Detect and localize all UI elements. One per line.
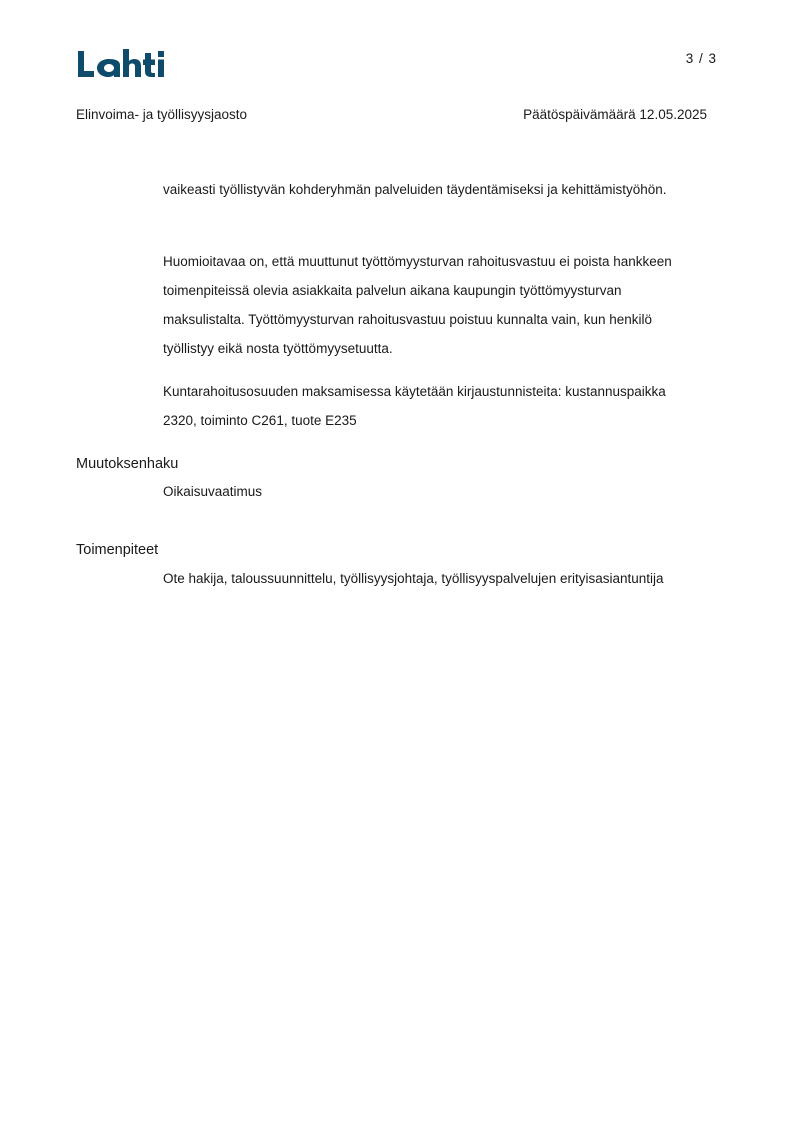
body-paragraph-1 — [163, 175, 703, 204]
decision-date: Päätöspäivämäärä 12.05.2025 — [523, 107, 707, 122]
appeal-text: Oikaisuvaatimus — [163, 484, 263, 499]
appeal-section — [163, 477, 703, 506]
lahti-logo-mark — [76, 47, 168, 81]
actions-heading: Toimenpiteet — [76, 542, 159, 558]
body-paragraph-3 — [163, 377, 703, 435]
actions-section — [163, 564, 703, 593]
appeal-heading: Muutoksenhaku — [76, 456, 179, 472]
body-paragraph-2 — [163, 247, 703, 363]
committee-name: Elinvoima- ja työllisyysjaosto — [76, 107, 248, 122]
actions-text: Ote hakija, taloussuunnittelu, työllisyysjohtaja, työllisyyspalvelujen erityisasiantuntija — [163, 571, 664, 586]
document-header — [76, 107, 707, 122]
paragraph-text: Kuntarahoitusosuuden maksamisessa käytetään kirjaustunnisteita: kustannuspaikka 2320, toiminto C261, tuote E235 — [163, 384, 666, 428]
paragraph-text: vaikeasti työllistyvän kohderyhmän palveluiden täydentämiseksi ja kehittämistyöhön. — [163, 182, 667, 197]
page-number: 3 / 3 — [685, 51, 717, 66]
lahti-logo — [76, 47, 168, 81]
paragraph-text: Huomioitavaa on, että muuttunut työttömyysturvan rahoitusvastuu ei poista hankkeen toimenpiteissä olevia asiakkaita palvelun aikana kaupungin työttömyysturvan maksulistalta. Työttömyysturvan rahoitusvastuu poistuu kunnalta vain, kun henkilö työllistyy eikä nosta työttömyysetuutta. — [163, 254, 672, 356]
